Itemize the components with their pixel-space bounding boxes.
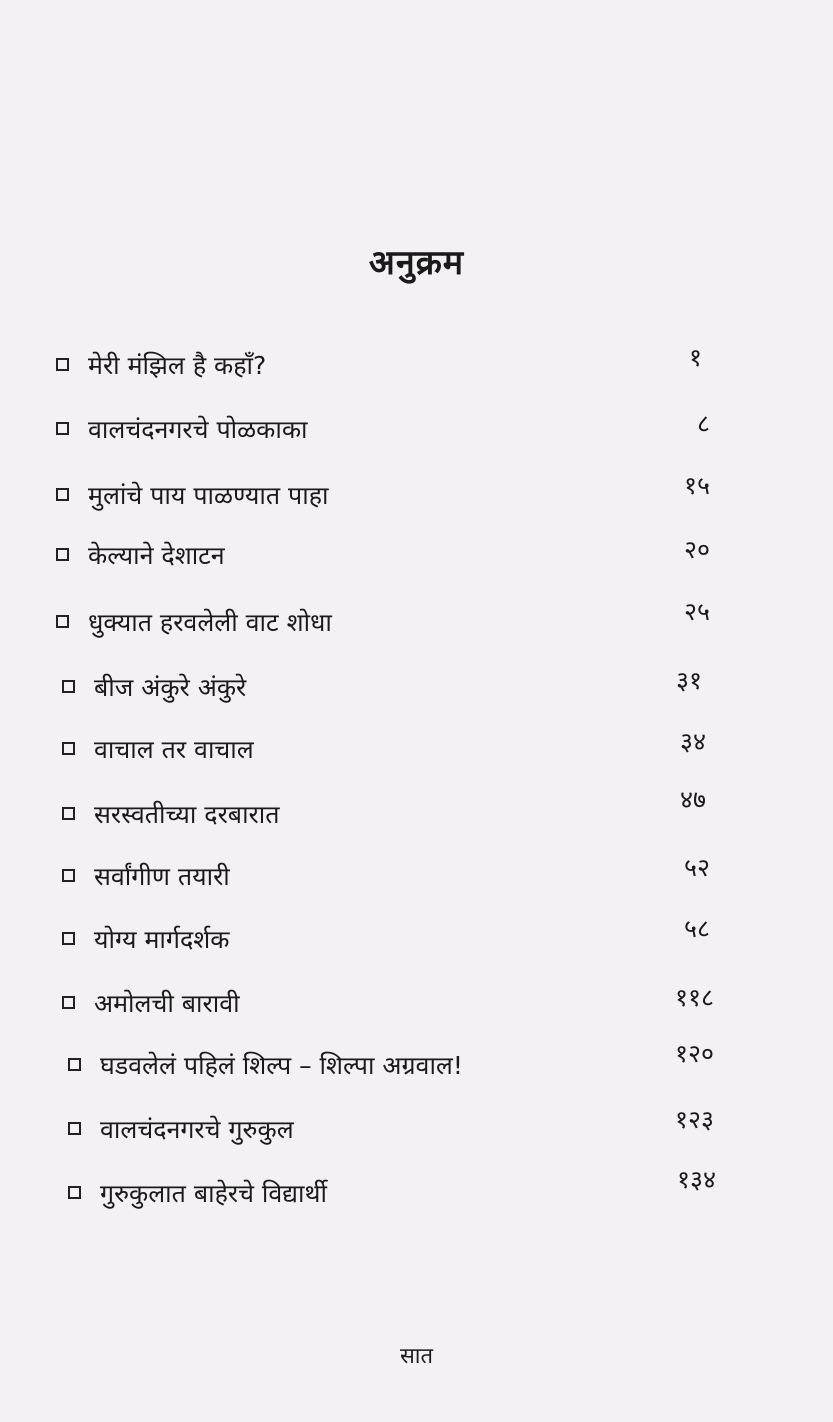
checkbox-icon	[62, 807, 75, 820]
toc-entry-page: ८	[696, 409, 710, 438]
toc-entry-title: केल्याने देशाटन	[88, 541, 225, 570]
toc-entry-title: मुलांचे पाय पाळण्यात पाहा	[88, 481, 329, 510]
checkbox-icon	[56, 358, 69, 371]
toc-entry-page: ११८	[674, 983, 714, 1012]
checkbox-icon	[56, 488, 69, 501]
checkbox-icon	[62, 680, 75, 693]
checkbox-icon	[62, 742, 75, 755]
toc-entry-title: सरस्वतीच्या दरबारात	[94, 800, 280, 829]
toc-entry-title: सर्वांगीण तयारी	[94, 862, 230, 891]
toc-entry-page: ३१	[675, 666, 702, 695]
toc-entry-title: घडवलेलं पहिलं शिल्प – शिल्पा अग्रवाल!	[100, 1051, 463, 1080]
checkbox-icon	[62, 869, 75, 882]
toc-entry-title: योग्य मार्गदर्शक	[94, 925, 230, 954]
toc-entry-page: ५२	[683, 853, 710, 882]
toc-entry-page: २५	[683, 597, 710, 626]
toc-entry-title: अमोलची बारावी	[94, 989, 240, 1018]
toc-entry-page: २०	[683, 535, 710, 564]
toc-entry-page: ५८	[683, 914, 710, 943]
toc-entry-page: ४७	[679, 785, 706, 814]
checkbox-icon	[56, 615, 69, 628]
toc-entry-page: १३४	[676, 1165, 716, 1194]
page-number-footer: सात	[399, 1344, 434, 1369]
toc-entry-page: १५	[683, 471, 710, 500]
checkbox-icon	[56, 422, 69, 435]
page-title: अनुक्रम	[368, 243, 465, 283]
toc-entry-title: वाचाल तर वाचाल	[94, 735, 254, 764]
toc-entry-page: १	[688, 343, 702, 372]
toc-entry-page: १२३	[674, 1105, 714, 1134]
checkbox-icon	[68, 1186, 81, 1199]
toc-entry-title: बीज अंकुरे अंकुरे	[94, 673, 247, 702]
checkbox-icon	[68, 1058, 81, 1071]
toc-entry-page: ३४	[679, 727, 706, 756]
toc-entry-title: धुक्यात हरवलेली वाट शोधा	[88, 608, 332, 637]
toc-entry-title: वालचंदनगरचे पोळकाका	[88, 415, 308, 444]
checkbox-icon	[56, 548, 69, 561]
checkbox-icon	[62, 932, 75, 945]
checkbox-icon	[68, 1122, 81, 1135]
toc-entry-title: मेरी मंझिल है कहाँ?	[88, 351, 267, 380]
toc-entry-page: १२०	[674, 1039, 714, 1068]
toc-entry-title: वालचंदनगरचे गुरुकुल	[100, 1115, 294, 1144]
toc-entry-title: गुरुकुलात बाहेरचे विद्यार्थी	[100, 1179, 327, 1208]
checkbox-icon	[62, 996, 75, 1009]
